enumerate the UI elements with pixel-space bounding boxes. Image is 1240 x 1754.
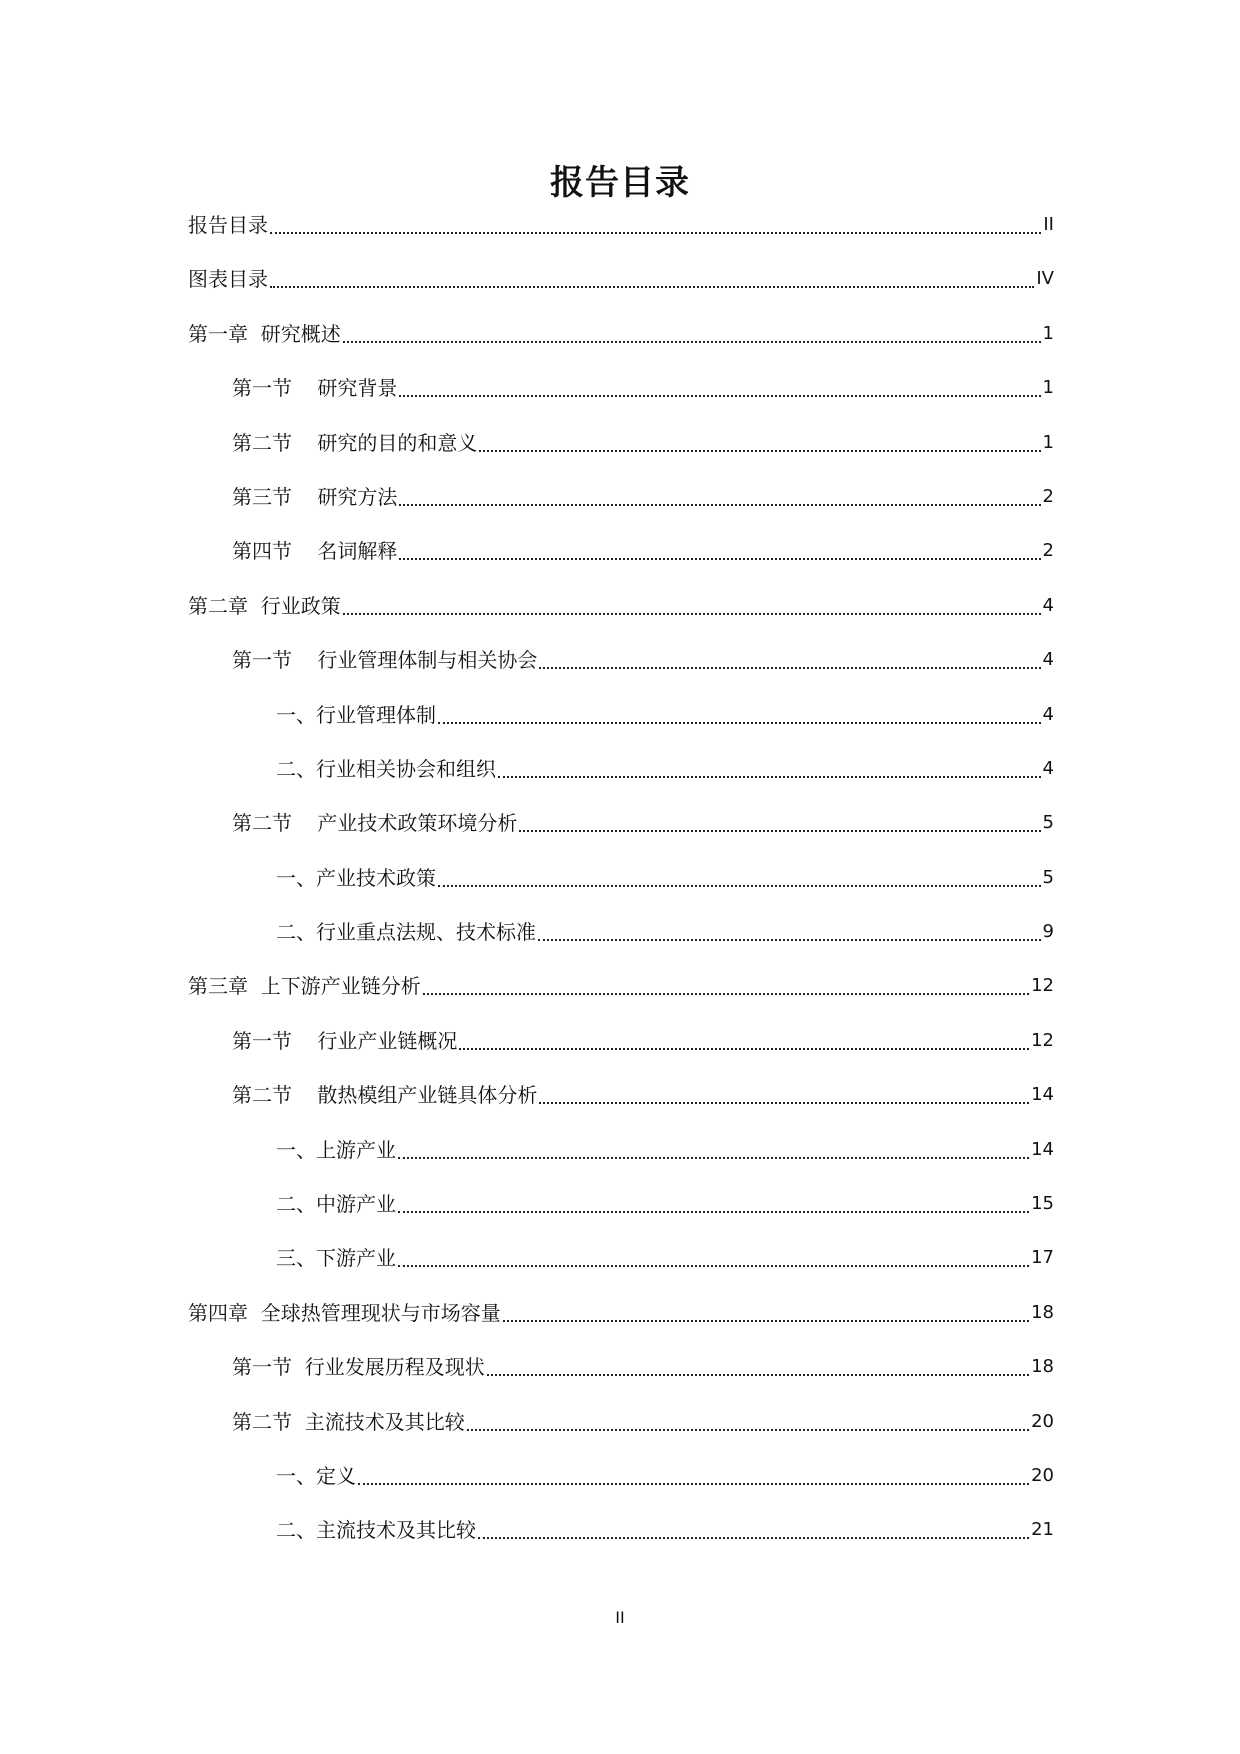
toc-entry-label: 三、下游产业: [276, 1246, 396, 1271]
toc-entry-page-number: 2: [1042, 540, 1054, 562]
toc-entry-label: 第一节 行业产业链概况: [232, 1028, 458, 1053]
toc-entry-label: 第四章 全球热管理现状与市场容量: [188, 1300, 501, 1325]
toc-entry-page-number: 4: [1042, 594, 1054, 616]
toc-entry-label: 第一节 行业管理体制与相关协会: [232, 648, 538, 673]
toc-entry-page-number: 12: [1031, 975, 1054, 997]
toc-entry-page-number: 12: [1031, 1029, 1054, 1051]
toc-entry-page-number: 1: [1042, 431, 1054, 453]
toc-entry-page-number: 20: [1031, 1410, 1054, 1432]
toc-dot-leader: [399, 375, 1040, 397]
toc-entry-label: 二、主流技术及其比较: [276, 1518, 476, 1543]
toc-entry[interactable]: [188, 1137, 1054, 1191]
toc-entry-label: 二、中游产业: [276, 1192, 396, 1217]
toc-entry-page-number: IV: [1036, 268, 1054, 290]
toc-dot-leader: [399, 538, 1040, 560]
toc-entry[interactable]: [188, 756, 1054, 810]
toc-dot-leader: [399, 484, 1040, 506]
toc-dot-leader: [270, 266, 1034, 288]
toc-entry-label: 二、行业相关协会和组织: [276, 756, 496, 781]
toc-entry[interactable]: [188, 973, 1054, 1027]
toc-entry-label: 第二节 产业技术政策环境分析: [232, 811, 518, 836]
toc-dot-leader: [519, 810, 1040, 832]
toc-entry[interactable]: [188, 375, 1054, 429]
toc-entry-page-number: 17: [1031, 1247, 1054, 1269]
toc-entry-label: 第二节 研究的目的和意义: [232, 430, 478, 455]
toc-dot-leader: [479, 430, 1040, 452]
toc-dot-leader: [459, 1028, 1029, 1050]
toc-dot-leader: [343, 593, 1041, 615]
toc-dot-leader: [539, 1082, 1029, 1104]
toc-entry-page-number: II: [1043, 214, 1054, 235]
toc-entry-page-number: 4: [1042, 757, 1054, 779]
toc-entry[interactable]: [188, 212, 1054, 266]
toc-dot-leader: [270, 212, 1041, 234]
toc-entry-label: 图表目录: [188, 267, 268, 292]
toc-entry-page-number: 4: [1042, 703, 1054, 725]
toc-dot-leader: [538, 919, 1041, 941]
toc-entry[interactable]: [188, 1028, 1054, 1082]
toc-dot-leader: [358, 1463, 1029, 1485]
toc-entry-page-number: 15: [1031, 1193, 1054, 1215]
toc-entry-label: 第二节 散热模组产业链具体分析: [232, 1083, 538, 1108]
toc-entry[interactable]: [188, 321, 1054, 375]
toc-entry-page-number: 1: [1042, 322, 1054, 344]
toc-entry[interactable]: [188, 266, 1054, 320]
toc-dot-leader: [398, 1191, 1029, 1213]
toc-dot-leader: [423, 973, 1029, 995]
toc-entry[interactable]: [188, 1300, 1054, 1354]
toc-entry-label: 一、上游产业: [276, 1137, 396, 1162]
toc-entry-page-number: 14: [1031, 1084, 1054, 1106]
toc-dot-leader: [498, 756, 1041, 778]
toc-entry-label: 一、产业技术政策: [276, 865, 436, 890]
toc-entry-label: 第一节 研究背景: [232, 376, 398, 401]
toc-entry-page-number: 5: [1042, 812, 1054, 834]
toc-entry-page-number: 9: [1042, 921, 1054, 943]
toc-entry-label: 第二节 主流技术及其比较: [232, 1409, 465, 1434]
toc-entry-page-number: 4: [1042, 649, 1054, 671]
toc-entry-label: 第一章 研究概述: [188, 321, 341, 346]
toc-entry-label: 第一节 行业发展历程及现状: [232, 1355, 485, 1380]
toc-entry[interactable]: [188, 430, 1054, 484]
toc-entry[interactable]: [188, 1463, 1054, 1517]
toc-dot-leader: [487, 1354, 1029, 1376]
toc-entry[interactable]: [188, 810, 1054, 864]
toc-entry-label: 第四节 名词解释: [232, 539, 398, 564]
toc-dot-leader: [478, 1517, 1029, 1539]
toc-entry-label: 报告目录: [188, 213, 268, 237]
toc-entry-page-number: 2: [1042, 485, 1054, 507]
toc-entry-page-number: 14: [1031, 1138, 1054, 1160]
toc-dot-leader: [398, 1245, 1029, 1267]
toc-entry-label: 第三节 研究方法: [232, 484, 398, 509]
toc-dot-leader: [438, 865, 1041, 887]
toc-dot-leader: [343, 321, 1041, 343]
toc-dot-leader: [467, 1409, 1029, 1431]
toc-entry[interactable]: [188, 1517, 1054, 1571]
toc-entry[interactable]: [188, 702, 1054, 756]
toc-entry-page-number: 18: [1031, 1301, 1054, 1323]
toc-entry[interactable]: [188, 1245, 1054, 1299]
toc-entry-label: 二、行业重点法规、技术标准: [276, 920, 536, 945]
toc-entry[interactable]: [188, 1354, 1054, 1408]
page-number-footer: II: [615, 1608, 625, 1627]
toc-entry-page-number: 5: [1042, 866, 1054, 888]
toc-entry-page-number: 21: [1031, 1519, 1054, 1541]
table-of-contents: [188, 212, 1054, 1572]
toc-entry-label: 一、行业管理体制: [276, 702, 436, 727]
toc-entry[interactable]: [188, 647, 1054, 701]
toc-entry[interactable]: [188, 538, 1054, 592]
toc-entry[interactable]: [188, 1191, 1054, 1245]
toc-dot-leader: [503, 1300, 1029, 1322]
toc-entry-page-number: 18: [1031, 1356, 1054, 1378]
page-title: 报告目录: [550, 163, 690, 203]
toc-entry[interactable]: [188, 593, 1054, 647]
toc-entry[interactable]: [188, 865, 1054, 919]
toc-entry-page-number: 1: [1042, 377, 1054, 399]
toc-entry[interactable]: [188, 484, 1054, 538]
toc-entry-label: 第二章 行业政策: [188, 593, 341, 618]
toc-dot-leader: [539, 647, 1040, 669]
toc-entry-label: 第三章 上下游产业链分析: [188, 974, 421, 999]
toc-entry[interactable]: [188, 919, 1054, 973]
toc-entry-page-number: 20: [1031, 1464, 1054, 1486]
toc-entry[interactable]: [188, 1409, 1054, 1463]
toc-entry-label: 一、定义: [276, 1463, 356, 1488]
toc-dot-leader: [398, 1137, 1029, 1159]
toc-dot-leader: [438, 702, 1041, 724]
toc-entry[interactable]: [188, 1082, 1054, 1136]
